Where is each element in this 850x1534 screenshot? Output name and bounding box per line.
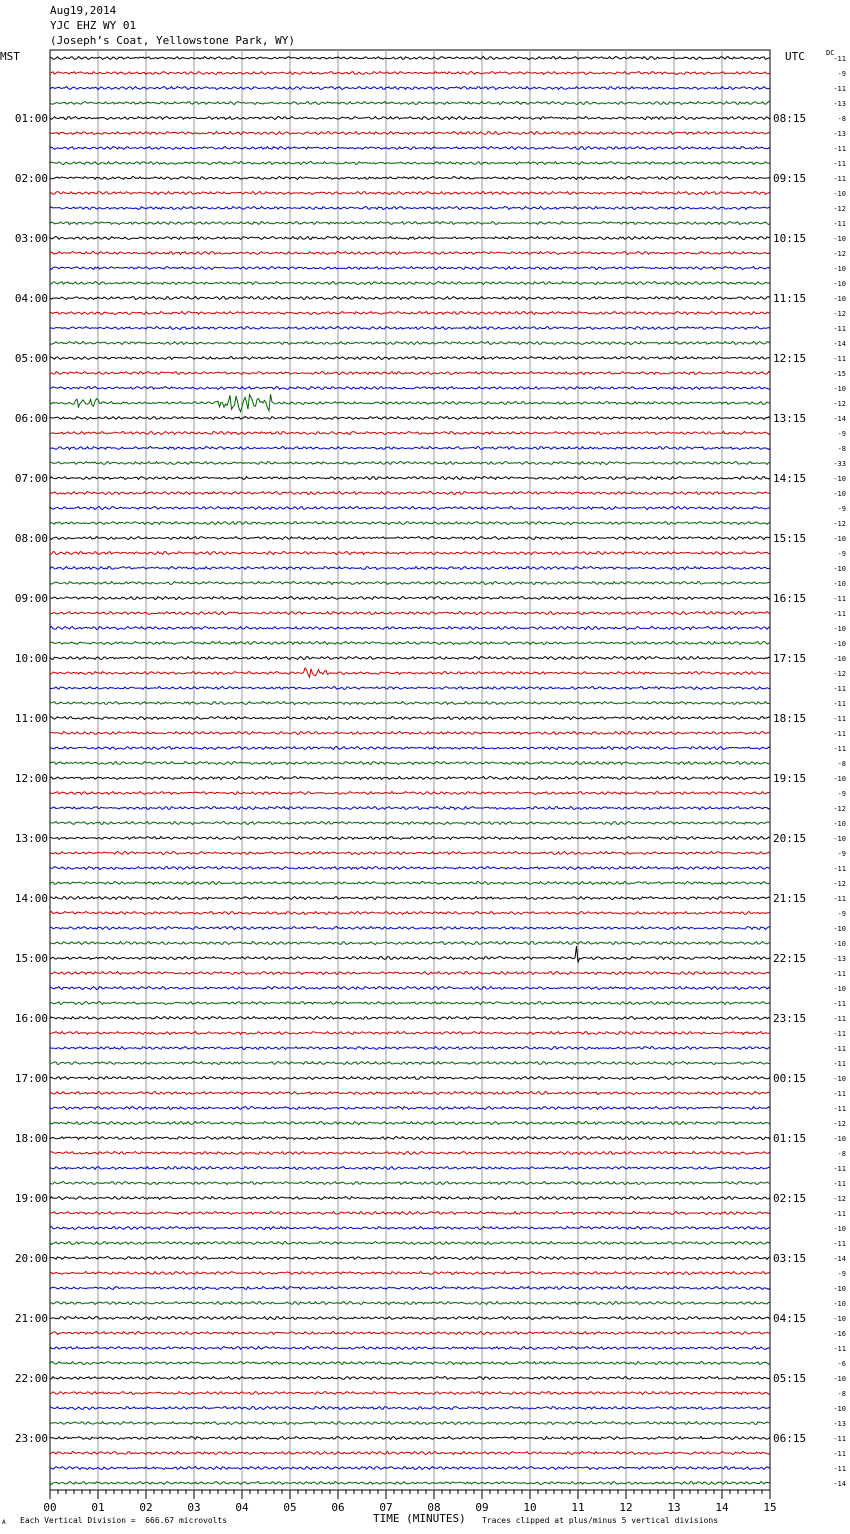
trace-row-66 bbox=[50, 1047, 770, 1050]
trace-row-67 bbox=[50, 1062, 770, 1065]
trace-row-5 bbox=[50, 132, 770, 135]
station-location: (Joseph’s Coat, Yellowstone Park, WY) bbox=[50, 34, 296, 47]
x-tick-label: 13 bbox=[667, 1501, 681, 1514]
right-hour-label: 02:15 bbox=[773, 1192, 807, 1205]
right-hour-label: 14:15 bbox=[773, 472, 807, 485]
dc-offset-label: -10 bbox=[833, 475, 846, 483]
x-tick-label: 11 bbox=[571, 1501, 585, 1514]
trace-row-51 bbox=[50, 822, 770, 825]
trace-row-24 bbox=[50, 417, 770, 420]
trace-row-86 bbox=[50, 1346, 770, 1349]
trace-row-90 bbox=[50, 1407, 770, 1410]
left-hour-label: 07:00 bbox=[14, 472, 48, 485]
left-hour-label: 22:00 bbox=[14, 1372, 48, 1385]
dc-offset-label: -10 bbox=[833, 280, 846, 288]
left-hour-label: 18:00 bbox=[14, 1132, 48, 1145]
trace-row-11 bbox=[50, 222, 770, 225]
dc-offset-label: -11 bbox=[833, 1345, 846, 1353]
dc-offset-label: -10 bbox=[833, 490, 846, 498]
left-hour-label: 21:00 bbox=[14, 1312, 48, 1325]
right-hour-label: 16:15 bbox=[773, 592, 807, 605]
x-tick-label: 05 bbox=[283, 1501, 297, 1514]
x-tick-label: 02 bbox=[139, 1501, 153, 1514]
trace-row-27 bbox=[50, 462, 770, 465]
dc-offset-label: -9 bbox=[837, 505, 846, 513]
trace-row-58 bbox=[50, 927, 770, 930]
trace-row-14 bbox=[50, 267, 770, 270]
trace-row-6 bbox=[50, 147, 770, 150]
trace-row-31 bbox=[50, 522, 770, 525]
trace-row-68 bbox=[50, 1077, 770, 1080]
dc-offset-label: -11 bbox=[833, 1180, 846, 1188]
trace-row-47 bbox=[50, 762, 770, 765]
dc-offset-label: -11 bbox=[833, 1165, 846, 1173]
dc-offset-label: -8 bbox=[837, 1390, 846, 1398]
dc-offset-label: -10 bbox=[833, 265, 846, 273]
dc-offset-label: -10 bbox=[833, 835, 846, 843]
trace-row-38 bbox=[50, 627, 770, 630]
trace-row-62 bbox=[50, 987, 770, 990]
right-hour-label: 20:15 bbox=[773, 832, 807, 845]
dc-offset-label: -11 bbox=[833, 1465, 846, 1473]
dc-offset-label: -15 bbox=[833, 370, 846, 378]
dc-offset-label: -12 bbox=[833, 805, 846, 813]
left-hour-label: 13:00 bbox=[14, 832, 48, 845]
left-hour-label: 01:00 bbox=[14, 112, 48, 125]
left-hour-label: 20:00 bbox=[14, 1252, 48, 1265]
dc-offset-label: -9 bbox=[837, 910, 846, 918]
dc-offset-label: -10 bbox=[833, 1075, 846, 1083]
vertical-division-note: Each Vertical Division = 666.67 microvolts bbox=[20, 1516, 228, 1525]
trace-row-15 bbox=[50, 282, 770, 285]
right-hour-label: 13:15 bbox=[773, 412, 807, 425]
dc-offset-label: -12 bbox=[833, 205, 846, 213]
dc-offset-label: -12 bbox=[833, 880, 846, 888]
trace-row-36 bbox=[50, 597, 770, 600]
trace-row-57 bbox=[50, 912, 770, 915]
x-tick-label: 10 bbox=[523, 1501, 537, 1514]
trace-row-20 bbox=[50, 357, 770, 360]
trace-row-73 bbox=[50, 1152, 770, 1155]
dc-offset-label: -8 bbox=[837, 760, 846, 768]
trace-row-49 bbox=[50, 792, 770, 795]
dc-offset-label: -11 bbox=[833, 1090, 846, 1098]
x-tick-label: 06 bbox=[331, 1501, 345, 1514]
dc-offset-label: -10 bbox=[833, 1135, 846, 1143]
dc-offset-label: -11 bbox=[833, 85, 846, 93]
dc-offset-label: -11 bbox=[833, 745, 846, 753]
trace-row-77 bbox=[50, 1212, 770, 1215]
left-hour-label: 12:00 bbox=[14, 772, 48, 785]
dc-offset-label: -13 bbox=[833, 1420, 846, 1428]
dc-offset-label: -11 bbox=[833, 970, 846, 978]
trace-row-41 bbox=[50, 668, 770, 677]
trace-row-54 bbox=[50, 867, 770, 870]
dc-offset-label: -11 bbox=[833, 1210, 846, 1218]
trace-row-48 bbox=[50, 776, 770, 779]
dc-offset-label: -11 bbox=[833, 1450, 846, 1458]
dc-offset-label: -11 bbox=[833, 685, 846, 693]
trace-row-92 bbox=[50, 1437, 770, 1440]
trace-row-1 bbox=[50, 72, 770, 75]
x-tick-label: 07 bbox=[379, 1501, 393, 1514]
dc-offset-label: -10 bbox=[833, 820, 846, 828]
dc-offset-label: -11 bbox=[833, 160, 846, 168]
clip-note: Traces clipped at plus/minus 5 vertical divisions bbox=[482, 1516, 719, 1525]
trace-row-7 bbox=[50, 162, 770, 165]
trace-row-75 bbox=[50, 1182, 770, 1185]
trace-row-45 bbox=[50, 732, 770, 735]
x-tick-label: 14 bbox=[715, 1501, 729, 1514]
trace-row-60 bbox=[50, 946, 770, 963]
trace-row-21 bbox=[50, 371, 770, 374]
dc-offset-label: -14 bbox=[833, 340, 846, 348]
left-hour-label: 09:00 bbox=[14, 592, 48, 605]
trace-row-10 bbox=[50, 207, 770, 210]
dc-offset-label: -9 bbox=[837, 850, 846, 858]
right-hour-label: 01:15 bbox=[773, 1132, 807, 1145]
trace-row-89 bbox=[50, 1392, 770, 1395]
dc-offset-label: -11 bbox=[833, 730, 846, 738]
dc-offset-label: -11 bbox=[833, 1105, 846, 1113]
trace-row-71 bbox=[50, 1122, 770, 1125]
dc-offset-label: -10 bbox=[833, 775, 846, 783]
dc-offset-label: -9 bbox=[837, 1270, 846, 1278]
footer-mark: A bbox=[2, 1519, 6, 1526]
left-hour-label: 15:00 bbox=[14, 952, 48, 965]
trace-row-76 bbox=[50, 1196, 770, 1199]
trace-row-19 bbox=[50, 342, 770, 345]
trace-row-88 bbox=[50, 1377, 770, 1380]
x-tick-label: 00 bbox=[43, 1501, 57, 1514]
dc-offset-label: -11 bbox=[833, 610, 846, 618]
left-hour-label: 11:00 bbox=[14, 712, 48, 725]
plot-date: Aug19,2014 bbox=[50, 4, 117, 17]
right-hour-label: 19:15 bbox=[773, 772, 807, 785]
left-hour-label: 23:00 bbox=[14, 1432, 48, 1445]
right-hour-label: 03:15 bbox=[773, 1252, 807, 1265]
dc-offset-label: -11 bbox=[833, 1045, 846, 1053]
right-hour-label: 05:15 bbox=[773, 1372, 807, 1385]
trace-row-16 bbox=[50, 297, 770, 300]
dc-offset-label: -9 bbox=[837, 550, 846, 558]
right-hour-label: 10:15 bbox=[773, 232, 807, 245]
dc-offset-label: -13 bbox=[833, 100, 846, 108]
right-hour-label: 06:15 bbox=[773, 1432, 807, 1445]
trace-row-82 bbox=[50, 1287, 770, 1290]
dc-offset-label: -10 bbox=[833, 1375, 846, 1383]
dc-offset-label: -10 bbox=[833, 1315, 846, 1323]
trace-row-9 bbox=[50, 192, 770, 195]
trace-row-94 bbox=[50, 1467, 770, 1470]
trace-row-53 bbox=[50, 851, 770, 854]
dc-offset-label: -9 bbox=[837, 790, 846, 798]
dc-offset-label: -10 bbox=[833, 1225, 846, 1233]
station-name: YJC EHZ WY 01 bbox=[50, 19, 137, 32]
dc-offset-label: -9 bbox=[837, 70, 846, 78]
trace-row-74 bbox=[50, 1167, 770, 1170]
dc-offset-label: -10 bbox=[833, 985, 846, 993]
dc-offset-label: -11 bbox=[833, 355, 846, 363]
trace-row-50 bbox=[50, 807, 770, 810]
dc-offset-label: -11 bbox=[833, 1000, 846, 1008]
trace-row-84 bbox=[50, 1316, 770, 1319]
dc-offset-label: -10 bbox=[833, 235, 846, 243]
trace-row-22 bbox=[50, 387, 770, 390]
dc-offset-label: -10 bbox=[833, 295, 846, 303]
trace-row-91 bbox=[50, 1422, 770, 1425]
trace-row-65 bbox=[50, 1032, 770, 1035]
dc-offset-label: -11 bbox=[833, 1060, 846, 1068]
dc-offset-label: -11 bbox=[833, 325, 846, 333]
dc-offset-label: -10 bbox=[833, 535, 846, 543]
dc-offset-label: -10 bbox=[833, 385, 846, 393]
right-hour-label: 23:15 bbox=[773, 1012, 807, 1025]
trace-row-95 bbox=[50, 1482, 770, 1485]
dc-offset-label: -11 bbox=[833, 1240, 846, 1248]
dc-offset-label: -14 bbox=[833, 1480, 846, 1488]
trace-row-78 bbox=[50, 1226, 770, 1229]
trace-row-25 bbox=[50, 432, 770, 435]
dc-offset-label: -33 bbox=[833, 460, 846, 468]
dc-offset-label: -10 bbox=[833, 625, 846, 633]
dc-offset-label: -10 bbox=[833, 1405, 846, 1413]
dc-offset-label: -10 bbox=[833, 580, 846, 588]
dc-offset-label: -14 bbox=[833, 415, 846, 423]
dc-offset-label: -11 bbox=[833, 1015, 846, 1023]
dc-offset-label: -11 bbox=[833, 55, 846, 63]
left-hour-label: 02:00 bbox=[14, 172, 48, 185]
dc-offset-label: -10 bbox=[833, 655, 846, 663]
x-tick-label: 15 bbox=[763, 1501, 777, 1514]
trace-row-44 bbox=[50, 717, 770, 720]
left-hour-label: 03:00 bbox=[14, 232, 48, 245]
trace-row-40 bbox=[50, 657, 770, 660]
left-hour-label: 17:00 bbox=[14, 1072, 48, 1085]
trace-row-63 bbox=[50, 1002, 770, 1005]
right-hour-label: 12:15 bbox=[773, 352, 807, 365]
right-hour-label: 08:15 bbox=[773, 112, 807, 125]
left-hour-label: 16:00 bbox=[14, 1012, 48, 1025]
trace-row-69 bbox=[50, 1092, 770, 1095]
trace-row-32 bbox=[50, 537, 770, 540]
dc-offset-label: -10 bbox=[833, 1300, 846, 1308]
trace-row-80 bbox=[50, 1257, 770, 1260]
x-tick-label: 12 bbox=[619, 1501, 633, 1514]
right-hour-label: 18:15 bbox=[773, 712, 807, 725]
trace-row-55 bbox=[50, 882, 770, 885]
dc-offset-label: -11 bbox=[833, 700, 846, 708]
trace-row-28 bbox=[50, 476, 770, 479]
trace-row-87 bbox=[50, 1362, 770, 1365]
right-hour-label: 21:15 bbox=[773, 892, 807, 905]
right-hour-label: 15:15 bbox=[773, 532, 807, 545]
dc-offset-label: -12 bbox=[833, 400, 846, 408]
trace-row-52 bbox=[50, 837, 770, 840]
trace-row-79 bbox=[50, 1242, 770, 1245]
right-hour-label: 22:15 bbox=[773, 952, 807, 965]
trace-row-61 bbox=[50, 972, 770, 975]
dc-offset-label: -8 bbox=[837, 445, 846, 453]
trace-row-37 bbox=[50, 611, 770, 614]
dc-offset-label: -16 bbox=[833, 1330, 846, 1338]
dc-offset-label: -13 bbox=[833, 130, 846, 138]
right-hour-label: 17:15 bbox=[773, 652, 807, 665]
dc-offset-label: -10 bbox=[833, 190, 846, 198]
left-hour-label: 19:00 bbox=[14, 1192, 48, 1205]
trace-row-93 bbox=[50, 1452, 770, 1455]
dc-offset-label: -11 bbox=[833, 595, 846, 603]
right-hour-label: 11:15 bbox=[773, 292, 807, 305]
trace-row-42 bbox=[50, 687, 770, 690]
trace-row-18 bbox=[50, 327, 770, 330]
dc-offset-label: -11 bbox=[833, 1030, 846, 1038]
trace-row-17 bbox=[50, 312, 770, 315]
trace-row-4 bbox=[50, 117, 770, 120]
dc-offset-label: -8 bbox=[837, 1150, 846, 1158]
trace-row-8 bbox=[50, 176, 770, 179]
trace-row-59 bbox=[50, 941, 770, 944]
trace-row-70 bbox=[50, 1107, 770, 1110]
x-tick-label: 08 bbox=[427, 1501, 441, 1514]
trace-row-35 bbox=[50, 581, 770, 584]
trace-row-30 bbox=[50, 507, 770, 510]
dc-offset-label: -13 bbox=[833, 955, 846, 963]
left-hour-label: 05:00 bbox=[14, 352, 48, 365]
dc-offset-label: -10 bbox=[833, 925, 846, 933]
dc-offset-label: -11 bbox=[833, 895, 846, 903]
left-hour-label: 14:00 bbox=[14, 892, 48, 905]
trace-row-43 bbox=[50, 701, 770, 704]
dc-offset-label: -9 bbox=[837, 430, 846, 438]
dc-offset-label: -8 bbox=[837, 115, 846, 123]
trace-row-3 bbox=[50, 102, 770, 105]
dc-offset-label: -10 bbox=[833, 640, 846, 648]
trace-row-85 bbox=[50, 1332, 770, 1335]
dc-offset-label: -12 bbox=[833, 670, 846, 678]
left-hour-label: 10:00 bbox=[14, 652, 48, 665]
dc-offset-label: -12 bbox=[833, 520, 846, 528]
trace-row-29 bbox=[50, 492, 770, 495]
trace-row-34 bbox=[50, 567, 770, 570]
trace-row-33 bbox=[50, 552, 770, 555]
dc-offset-label: -12 bbox=[833, 1195, 846, 1203]
dc-offset-label: -12 bbox=[833, 310, 846, 318]
x-tick-label: 01 bbox=[91, 1501, 105, 1514]
trace-row-23 bbox=[50, 394, 770, 412]
left-hour-label: 06:00 bbox=[14, 412, 48, 425]
right-hour-label: 04:15 bbox=[773, 1312, 807, 1325]
dc-offset-label: -11 bbox=[833, 145, 846, 153]
right-hour-label: 09:15 bbox=[773, 172, 807, 185]
left-timezone-label: MST bbox=[0, 50, 20, 63]
x-axis-title: TIME (MINUTES) bbox=[373, 1512, 466, 1525]
dc-offset-label: -14 bbox=[833, 1255, 846, 1263]
x-tick-label: 04 bbox=[235, 1501, 249, 1514]
right-hour-label: 00:15 bbox=[773, 1072, 807, 1085]
dc-offset-label: -11 bbox=[833, 220, 846, 228]
trace-row-56 bbox=[50, 897, 770, 900]
left-hour-label: 08:00 bbox=[14, 532, 48, 545]
trace-row-2 bbox=[50, 87, 770, 90]
x-tick-label: 09 bbox=[475, 1501, 489, 1514]
dc-offset-label: -12 bbox=[833, 1120, 846, 1128]
dc-offset-label: -11 bbox=[833, 865, 846, 873]
x-tick-label: 03 bbox=[187, 1501, 201, 1514]
dc-offset-label: -11 bbox=[833, 1435, 846, 1443]
trace-row-46 bbox=[50, 746, 770, 749]
trace-row-12 bbox=[50, 237, 770, 240]
dc-offset-label: -6 bbox=[837, 1360, 846, 1368]
trace-row-64 bbox=[50, 1017, 770, 1020]
trace-row-72 bbox=[50, 1137, 770, 1140]
trace-row-83 bbox=[50, 1302, 770, 1305]
trace-row-81 bbox=[50, 1272, 770, 1275]
trace-row-0 bbox=[50, 57, 770, 60]
dc-offset-label: -10 bbox=[833, 940, 846, 948]
dc-offset-label: -11 bbox=[833, 175, 846, 183]
trace-row-39 bbox=[50, 641, 770, 644]
dc-offset-header: DC bbox=[826, 49, 835, 57]
dc-offset-label: -10 bbox=[833, 1285, 846, 1293]
trace-row-13 bbox=[50, 252, 770, 255]
dc-offset-label: -12 bbox=[833, 250, 846, 258]
dc-offset-label: -11 bbox=[833, 715, 846, 723]
left-hour-label: 04:00 bbox=[14, 292, 48, 305]
trace-row-26 bbox=[50, 447, 770, 450]
right-timezone-label: UTC bbox=[785, 50, 805, 63]
dc-offset-label: -10 bbox=[833, 565, 846, 573]
